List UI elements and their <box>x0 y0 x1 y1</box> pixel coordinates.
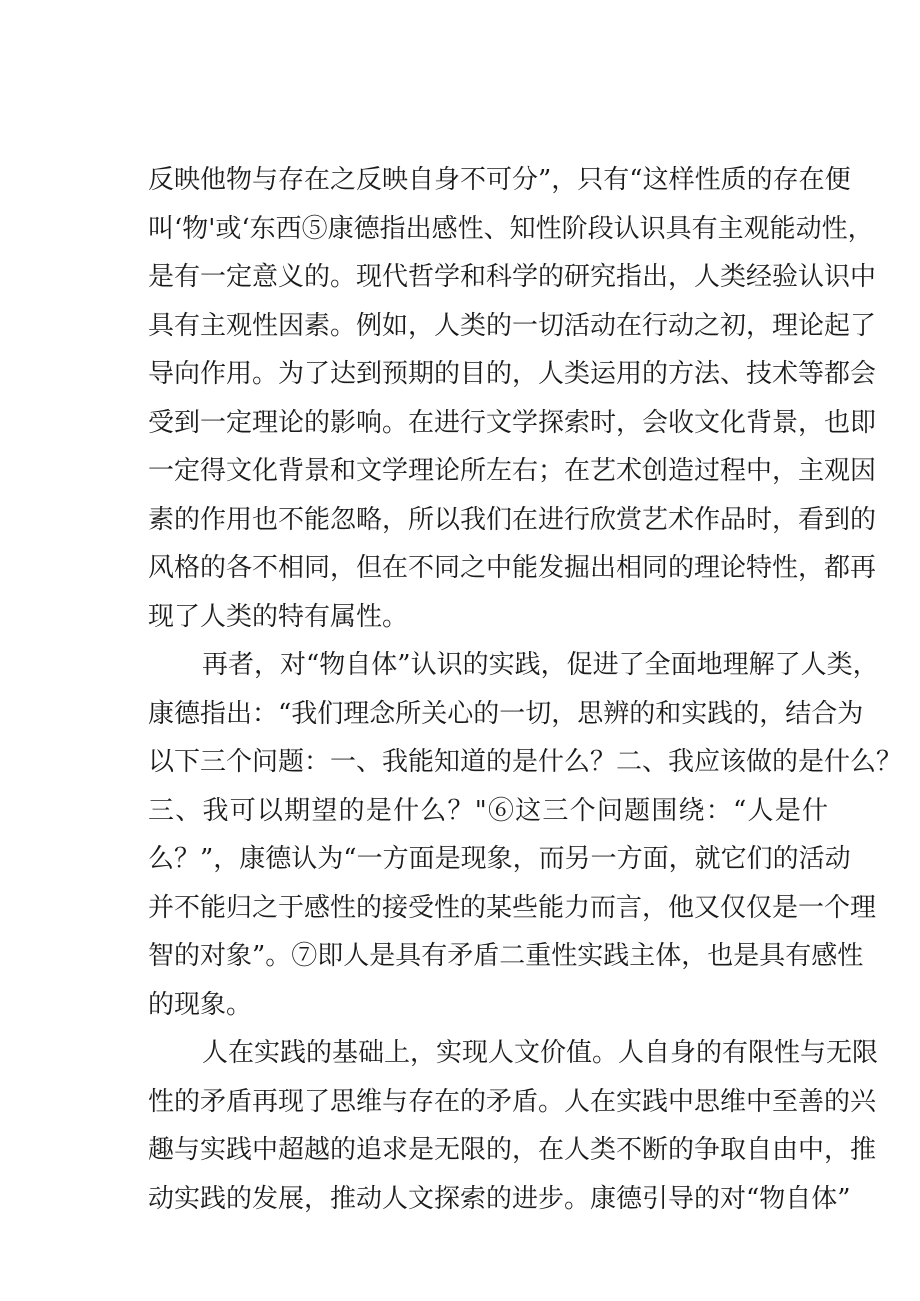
text-line: 趣与实践中超越的追求是无限的，在人类不断的争取自由中，推 <box>148 1135 877 1165</box>
text-line: 一定得文化背景和文学理论所左右；在艺术创造过程中，主观因 <box>148 456 877 486</box>
text-line: 是有一定意义的。现代哲学和科学的研究指出，人类经验认识中 <box>148 262 877 292</box>
text-line: 反映他物与存在之反映自身不可分”，只有“这样性质的存在便 <box>148 165 851 195</box>
text-line: 素的作用也不能忽略，所以我们在进行欣赏艺术作品时，看到的 <box>148 504 877 535</box>
text-line: 叫‘物'或‘东西⑤康德指出感性、知性阶段认识具有主观能动性， <box>148 213 874 244</box>
text-line: 三、我可以期望的是什么？"⑥这三个问题围绕：“人是什 <box>148 795 828 826</box>
text-line: 风格的各不相同，但在不同之中能发掘出相同的理论特性，都再 <box>148 553 877 583</box>
text-line: 受到一定理论的影响。在进行文学探索时，会收文化背景，也即 <box>148 407 877 438</box>
paragraph-first-line: 再者，对“物自体”认识的实践，促进了全面地理解了人类， <box>202 650 879 680</box>
body-text <box>148 156 903 1223</box>
text-line: 智的对象”。⑦即人是具有矛盾二重性实践主体，也是具有感性 <box>148 941 864 971</box>
text-line: 动实践的发展，推动人文探索的进步。康德引导的对“物自体” <box>148 1183 851 1214</box>
text-line: 么？”，康德认为“一方面是现象，而另一方面，就它们的活动 <box>148 844 851 874</box>
text-line: 现了人类的特有属性。 <box>148 601 409 632</box>
text-line: 康德指出：“我们理念所关心的一切，思辨的和实践的，结合为 <box>148 698 864 729</box>
text-line: 导向作用。为了达到预期的目的，人类运用的方法、技术等都会 <box>148 359 877 389</box>
text-line: 具有主观性因素。例如，人类的一切活动在行动之初，理论起了 <box>148 310 877 341</box>
paragraph-first-line: 人在实践的基础上，实现人文价值。人自身的有限性与无限 <box>202 1038 879 1068</box>
text-line: 的现象。 <box>148 989 253 1020</box>
text-line: 性的矛盾再现了思维与存在的矛盾。人在实践中思维中至善的兴 <box>148 1086 877 1117</box>
text-line: 并不能归之于感性的接受性的某些能力而言，他又仅仅是一个理 <box>148 892 877 923</box>
text-line: 以下三个问题：一、我能知道的是什么？二、我应该做的是什么？ <box>148 747 903 777</box>
